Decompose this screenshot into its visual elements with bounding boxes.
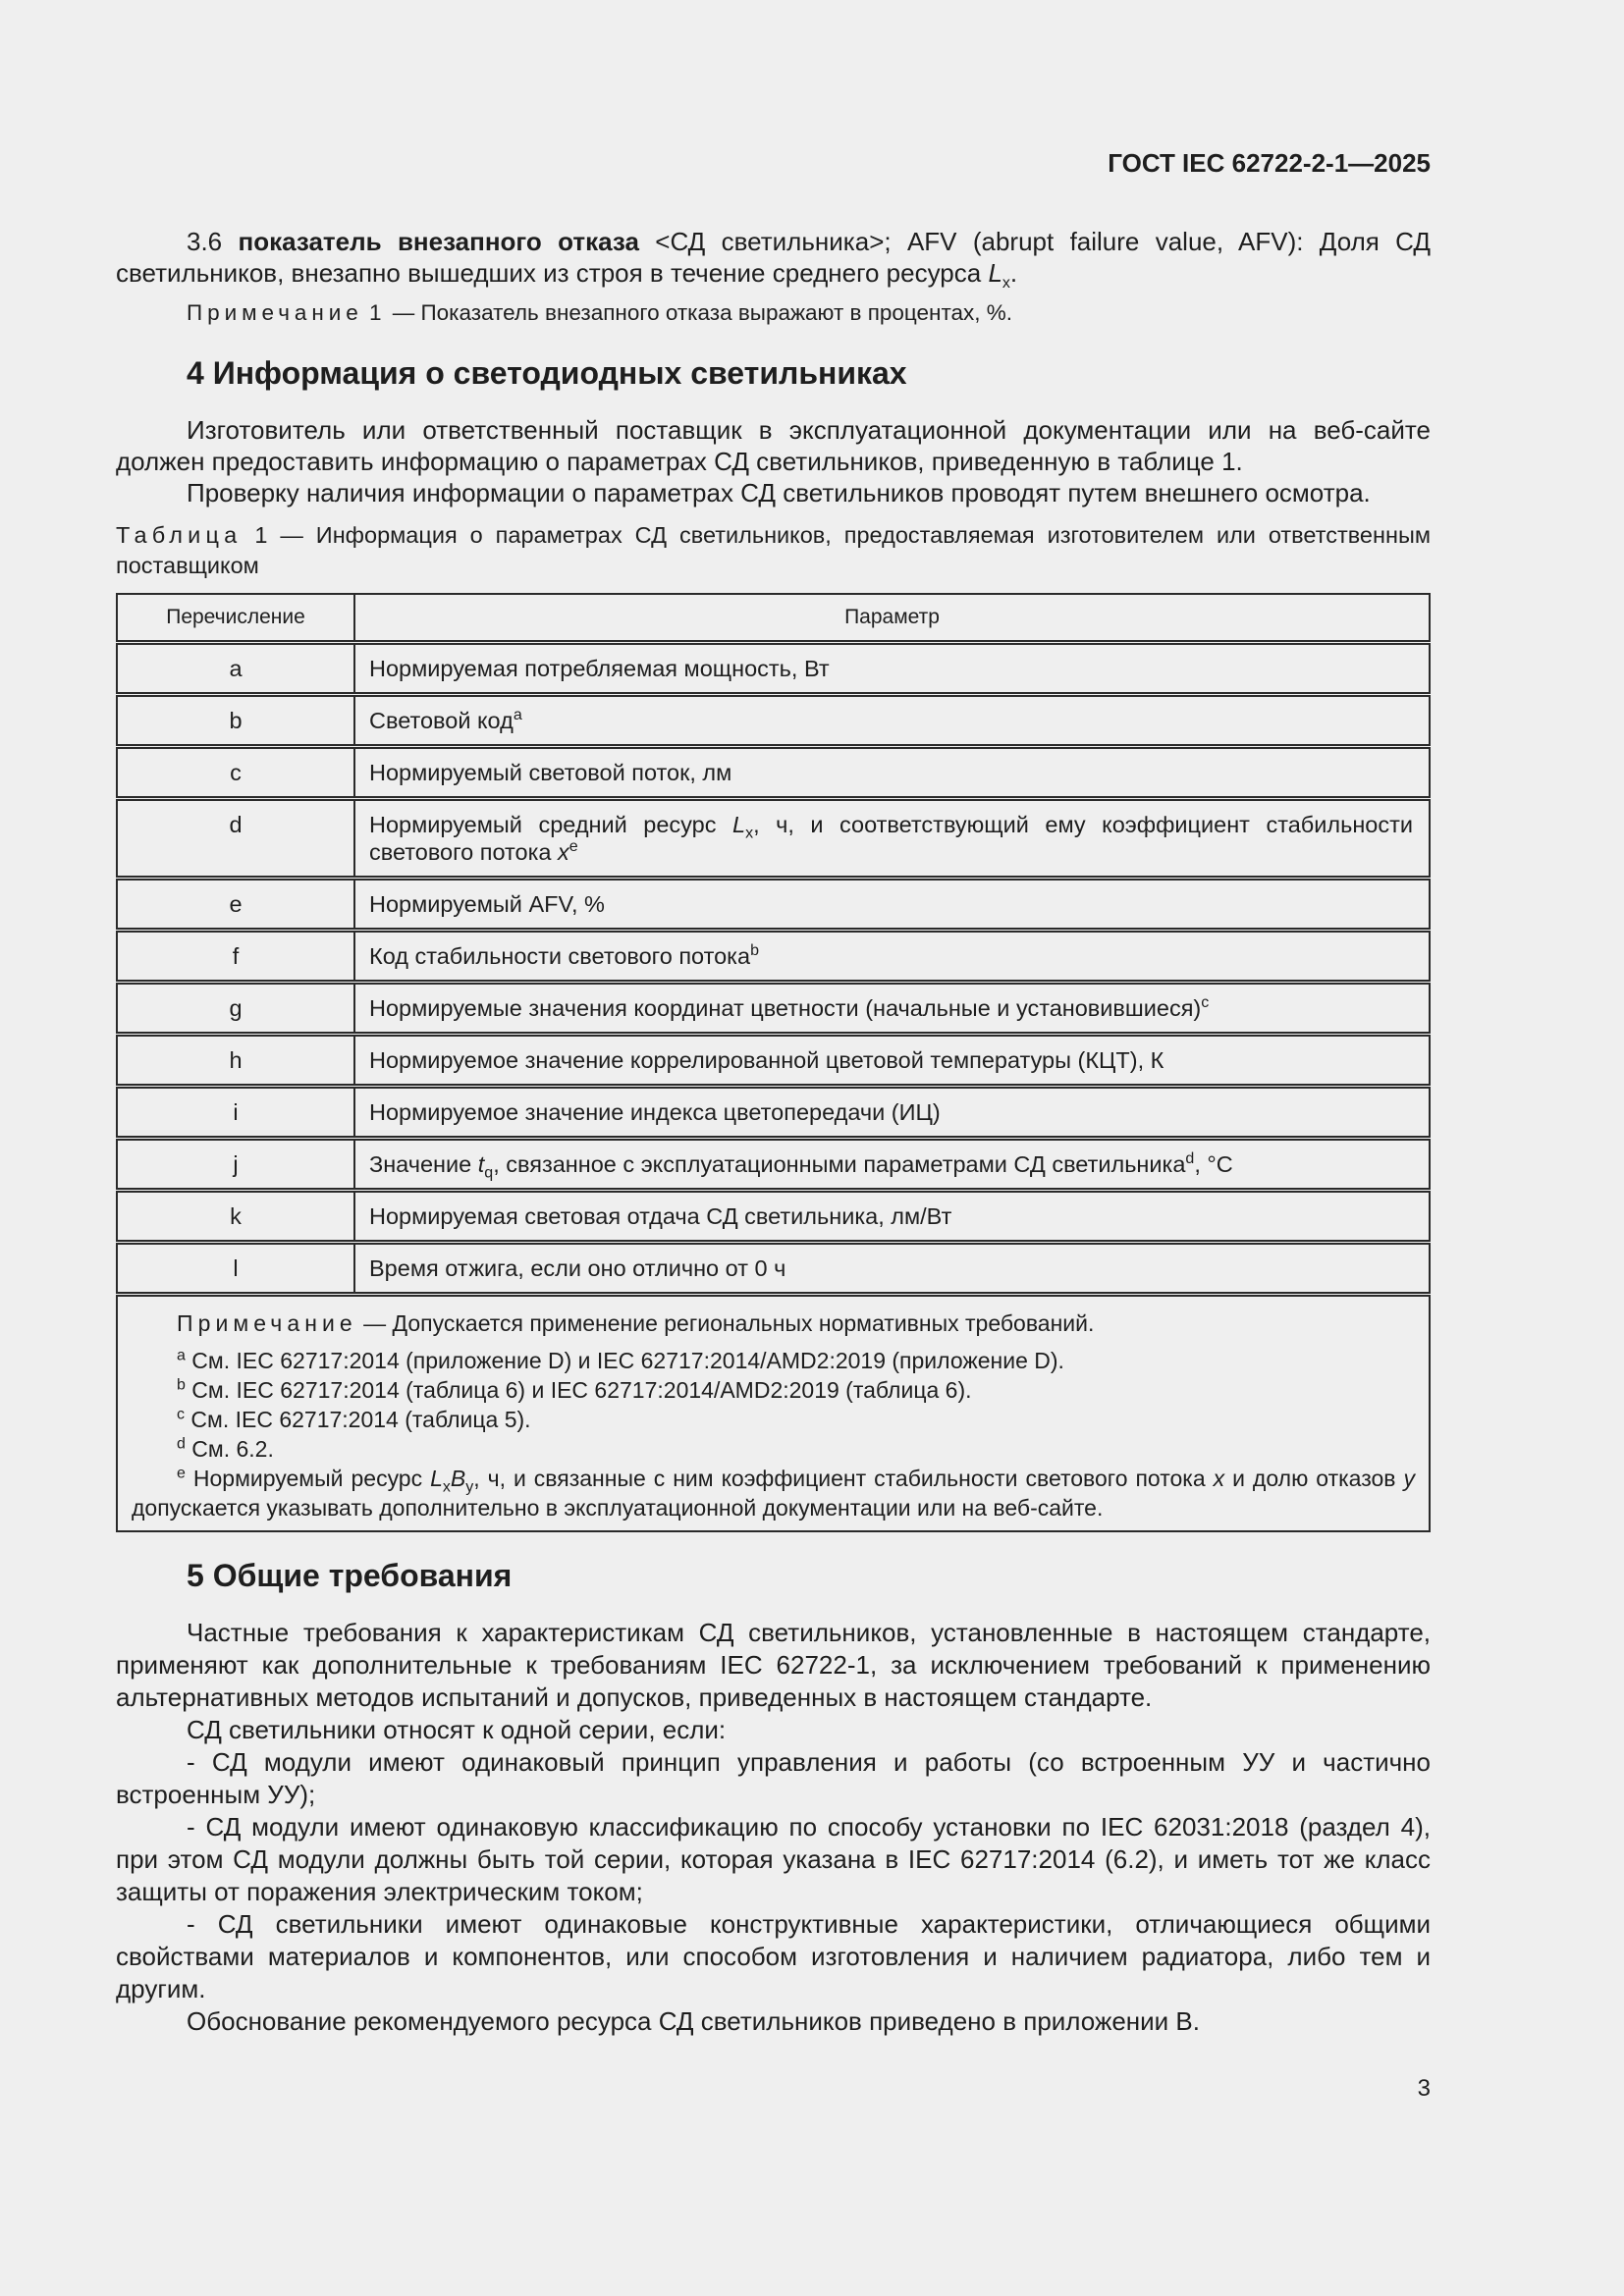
footnote-mark: e <box>177 1465 186 1482</box>
table-row <box>117 1243 1430 1295</box>
definition-text: <СД светильника>; AFV (abrupt failure value, AFV): Доля СД светильников, внезапно вышедших из строя в течение среднего ресурса <box>116 227 1431 288</box>
footnote-ref: a <box>513 707 522 724</box>
table-footnotes-row <box>117 1295 1430 1532</box>
table-row <box>117 643 1430 695</box>
row-parameter: Время отжига, если оно отлично от 0 ч <box>354 1243 1430 1295</box>
subscript-x: x <box>745 825 754 842</box>
footnote-text: , ч, и связанные с ним коэффициент стабильности светового потока <box>473 1466 1214 1491</box>
subscript-q: q <box>484 1164 494 1182</box>
definition-end: . <box>1009 258 1018 288</box>
row-parameter <box>354 1139 1430 1191</box>
table-number: 1 <box>254 522 268 548</box>
section-5-paragraph: Частные требования к характеристикам СД светильников, установленные в настоящем стандарте, применяют как дополнительные к требованиям IEC 62722-1, за исключением требований к применению альтернативных методов испытаний и допусков, приведенных в настоящем стандарте. <box>116 1618 1431 1712</box>
parameters-table <box>116 593 1431 1532</box>
row-parameter: Нормируемое значение индекса цветопередачи (ИЦ) <box>354 1087 1430 1139</box>
parameter-text: , ч, и соответствующий ему коэффициент стабильности светового потока <box>369 812 1414 865</box>
clause-3-6 <box>116 226 1431 293</box>
row-key: b <box>117 695 354 747</box>
row-key: f <box>117 931 354 983</box>
section-4-paragraph: Изготовитель или ответственный поставщик в эксплуатационной документации или на веб-сайте должен предоставить информацию о параметрах СД светильников, приведенную в таблице 1. <box>116 415 1431 476</box>
row-key: c <box>117 747 354 799</box>
standard-header: ГОСТ IEC 62722-2-1—2025 <box>1108 148 1431 178</box>
subscript-y: y <box>465 1478 474 1496</box>
subscript-x: x <box>442 1478 451 1496</box>
series-condition: - СД светильники имеют одинаковые конструктивные характеристики, отличающиеся общими свойствами материалов и компонентов, или способом изготовления и наличием радиатора, либо тем и другим. <box>116 1909 1431 2003</box>
footnote-text: См. IEC 62717:2014 (приложение D) и IEC 62717:2014/AMD2:2019 (приложение D). <box>185 1348 1064 1373</box>
parameter-text: Нормируемый средний ресурс <box>369 812 732 837</box>
footnote-a <box>132 1346 1415 1375</box>
footnote-text: См. 6.2. <box>185 1436 274 1462</box>
note-text: — Допускается применение региональных нормативных требований. <box>356 1310 1095 1336</box>
section-4-paragraph: Проверку наличия информации о параметрах СД светильников проводят путем внешнего осмотра. <box>187 478 1371 507</box>
section-5-paragraph: СД светильники относят к одной серии, если: <box>187 1715 727 1744</box>
table-caption-label: Таблица <box>116 522 243 548</box>
table-row <box>117 747 1430 799</box>
row-key: k <box>117 1191 354 1243</box>
parameter-text: Нормируемые значения координат цветности (начальные и установившиеся) <box>369 995 1202 1021</box>
row-parameter <box>354 799 1430 879</box>
footnote-c <box>132 1405 1415 1434</box>
note-label: Примечание <box>177 1310 357 1336</box>
section-5-paragraph: Обоснование рекомендуемого ресурса СД светильников приведено в приложении В. <box>187 2006 1200 2036</box>
row-key: i <box>117 1087 354 1139</box>
symbol-y: y <box>1403 1466 1415 1491</box>
table-caption-text: — Информация о параметрах СД светильников, предоставляемая изготовителем или ответственным поставщиком <box>116 522 1431 578</box>
row-parameter: Нормируемый световой поток, лм <box>354 747 1430 799</box>
column-header-parameter: Параметр <box>354 594 1430 643</box>
table-row <box>117 1139 1430 1191</box>
table-row <box>117 799 1430 879</box>
parameter-text: , связанное с эксплуатационными параметрами СД светильника <box>493 1151 1186 1177</box>
table-note <box>132 1308 1415 1338</box>
parameter-text: Значение <box>369 1151 478 1177</box>
row-key: h <box>117 1035 354 1087</box>
row-parameter: Нормируемая световая отдача СД светильника, лм/Вт <box>354 1191 1430 1243</box>
note-text: — Показатель внезапного отказа выражают в процентах, %. <box>386 300 1013 325</box>
footnote-ref: e <box>568 838 578 856</box>
row-key: j <box>117 1139 354 1191</box>
row-key: l <box>117 1243 354 1295</box>
row-parameter: Нормируемый AFV, % <box>354 879 1430 931</box>
note-label: Примечание <box>187 300 363 325</box>
page-number: 3 <box>1417 2075 1431 2102</box>
footnote-e <box>132 1464 1415 1522</box>
footnote-d <box>132 1434 1415 1464</box>
footnote-ref: c <box>1201 994 1210 1012</box>
table-row <box>117 1087 1430 1139</box>
column-header-enumeration: Перечисление <box>117 594 354 643</box>
row-key: e <box>117 879 354 931</box>
symbol-B: B <box>450 1466 466 1491</box>
row-parameter <box>354 695 1430 747</box>
parameter-text: , °С <box>1194 1151 1233 1177</box>
row-parameter <box>354 983 1430 1035</box>
series-condition: - СД модули имеют одинаковую классификацию по способу установки по IEC 62031:2018 (раздел 4), при этом СД модули должны быть той серии, которая указана в IEC 62717:2014 (6.2), и иметь тот же класс защиты от поражения электрическим током; <box>116 1812 1431 1906</box>
symbol-L: L <box>988 258 1002 288</box>
footnote-ref: b <box>750 942 759 960</box>
subscript-x: x <box>1001 275 1010 293</box>
clause-3-6-note <box>116 298 1431 328</box>
table-row <box>117 695 1430 747</box>
table-row <box>117 879 1430 931</box>
footnote-mark: c <box>177 1406 185 1423</box>
footnote-mark: a <box>177 1347 186 1364</box>
footnote-b <box>132 1375 1415 1405</box>
footnote-text: допускается указывать дополнительно в эксплуатационной документации или на веб-сайте. <box>132 1495 1104 1521</box>
row-parameter: Нормируемое значение коррелированной цветовой температуры (КЦТ), К <box>354 1035 1430 1087</box>
footnote-text: См. IEC 62717:2014 (таблица 6) и IEC 62717:2014/AMD2:2019 (таблица 6). <box>185 1377 972 1403</box>
section-5-body <box>116 1617 1431 2038</box>
page-content <box>116 137 1431 2038</box>
symbol-x: x <box>1213 1466 1225 1491</box>
table-row <box>117 1191 1430 1243</box>
clause-number: 3.6 <box>187 227 223 256</box>
row-key: a <box>117 643 354 695</box>
symbol-L: L <box>430 1466 443 1491</box>
series-condition: - СД модули имеют одинаковый принцип управления и работы (со встроенным УУ и частично встроенным УУ); <box>116 1747 1431 1809</box>
symbol-t: t <box>477 1151 485 1177</box>
footnote-text: и долю отказов <box>1224 1466 1404 1491</box>
row-parameter: Нормируемая потребляемая мощность, Вт <box>354 643 1430 695</box>
table-footnotes <box>117 1295 1430 1532</box>
row-key: g <box>117 983 354 1035</box>
table-header-row <box>117 594 1430 643</box>
section-5-title: 5 Общие требования <box>187 1558 513 1593</box>
table-caption <box>116 520 1431 581</box>
symbol-x: x <box>558 839 569 865</box>
symbol-L: L <box>731 812 746 837</box>
table-row <box>117 1035 1430 1087</box>
footnote-text: См. IEC 62717:2014 (таблица 5). <box>185 1407 531 1432</box>
footnote-mark: d <box>177 1435 186 1453</box>
term: показатель внезапного отказа <box>238 227 639 256</box>
parameter-text: Световой код <box>369 708 514 733</box>
footnote-ref: d <box>1185 1150 1195 1168</box>
section-4-title: 4 Информация о светодиодных светильниках <box>187 355 907 391</box>
footnote-text: Нормируемый ресурс <box>185 1466 431 1491</box>
table-row <box>117 931 1430 983</box>
row-parameter <box>354 931 1430 983</box>
parameter-text: Код стабильности светового потока <box>369 943 751 969</box>
row-key: d <box>117 799 354 879</box>
table-row <box>117 983 1430 1035</box>
footnote-mark: b <box>177 1376 186 1394</box>
note-number: 1 <box>369 300 387 325</box>
